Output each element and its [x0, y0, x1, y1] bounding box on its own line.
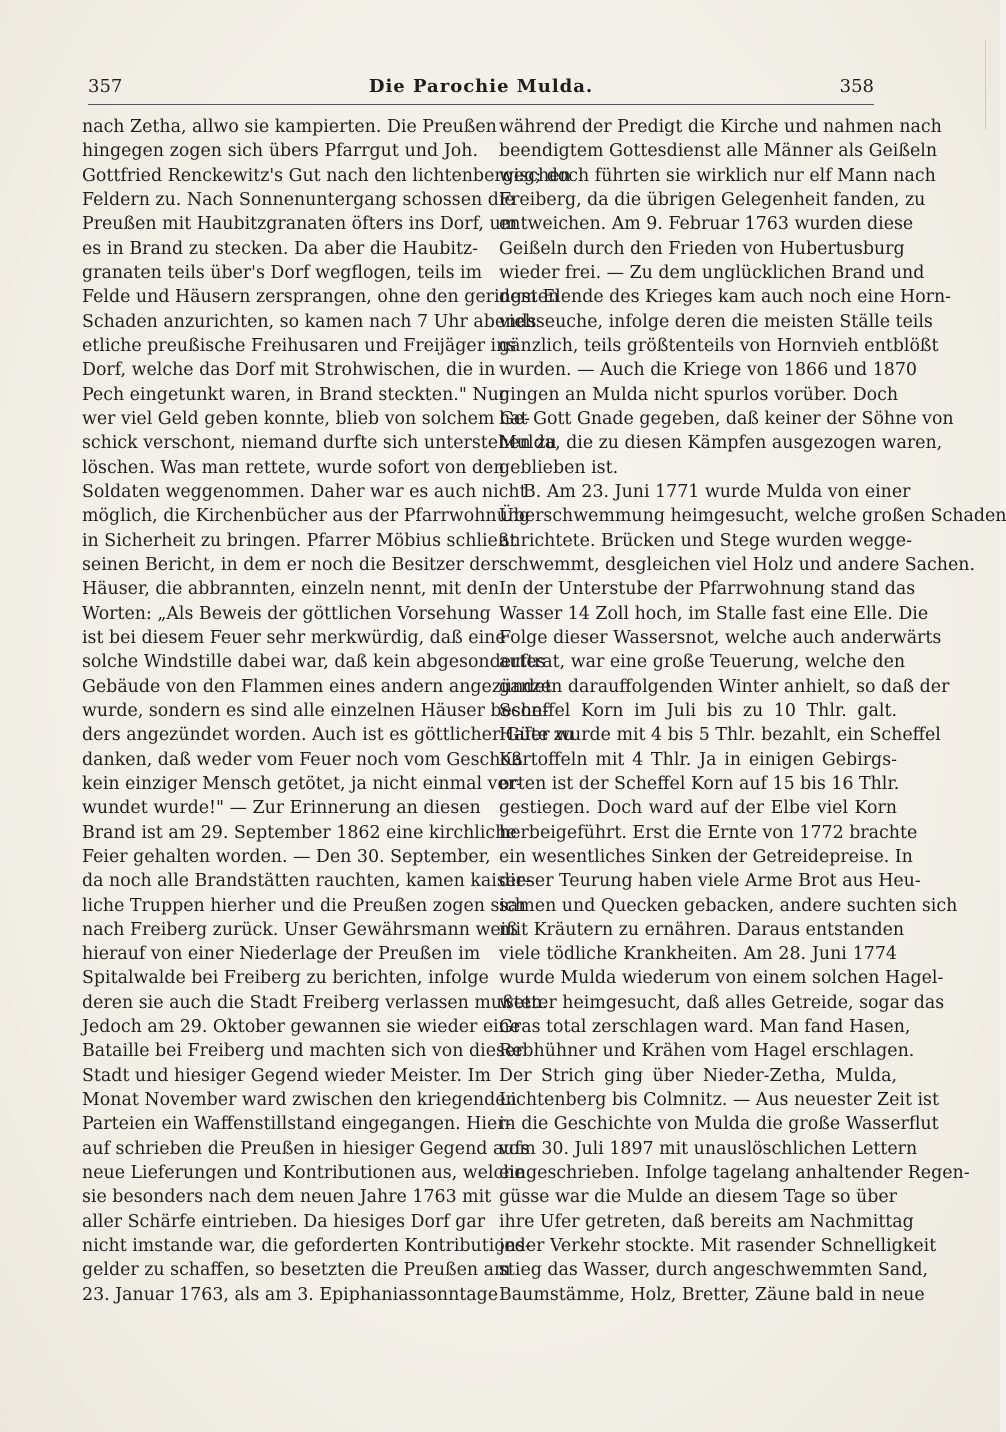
text-line: Gebäude von den Flammen eines andern angezündet	[82, 676, 552, 697]
text-line: während der Predigt die Kirche und nahmen nach	[499, 117, 942, 137]
text-line: viehseuche, infolge deren die meisten Ställe teils	[499, 311, 933, 332]
text-line: solche Windstille dabei war, daß kein abgesondertes	[82, 652, 546, 673]
running-title: Die Parochie Mulda.	[368, 76, 594, 97]
text-line: ist bei diesem Feuer sehr merkwürdig, daß eine	[82, 627, 506, 648]
text-line: Gras total zerschlagen ward. Man fand Hasen,	[499, 1017, 911, 1038]
text-line: da noch alle Brandstätten rauchten, kamen kaiser-	[82, 871, 531, 892]
text-line: wundet wurde!" — Zur Erinnerung an diesen	[82, 798, 481, 819]
text-line: orten ist der Scheffel Korn auf 15 bis 16 Thlr.	[499, 773, 900, 794]
text-line: beendigtem Gottesdienst alle Männer als Geißeln	[499, 141, 938, 162]
text-line: Überschwemmung heimgesucht, welche großen Schaden	[499, 506, 1006, 527]
text-line: Spitalwalde bei Freiberg zu berichten, infolge	[82, 968, 489, 989]
text-line: Dorf, welche das Dorf mit Strohwischen, die in	[82, 360, 496, 381]
text-line: Häuser, die abbrannten, einzeln nennt, mit den	[82, 579, 500, 600]
text-line: kein einziger Mensch getötet, ja nicht einmal ver-	[82, 773, 522, 794]
text-line: Pech eingetunkt waren, in Brand steckten." Nur	[82, 384, 508, 405]
text-line: sie besonders nach dem neuen Jahre 1763 mit	[82, 1187, 492, 1208]
text-line: Folge dieser Wassersnot, welche auch anderwärts	[499, 627, 942, 648]
text-line: samen und Quecken gebacken, andere suchten sich	[499, 895, 958, 916]
page-header	[88, 74, 874, 105]
text-line: wurden. — Auch die Kriege von 1866 und 1870	[499, 360, 917, 381]
text-line: Wasser 14 Zoll hoch, im Stalle fast eine Elle. Die	[499, 603, 929, 624]
text-line: auf schrieben die Preußen in hiesiger Gegend aufs	[82, 1138, 530, 1159]
text-line: ein wesentliches Sinken der Getreidepreise. In	[499, 846, 913, 867]
text-line: in die Geschichte von Mulda die große Wasserflut	[499, 1114, 939, 1135]
text-line: Parteien ein Waffenstillstand eingegangen. Hier-	[82, 1114, 512, 1135]
text-line: schwemmt, desgleichen viel Holz und andere Sachen.	[499, 554, 976, 575]
text-line: etliche preußische Freihusaren und Freijäger ins	[82, 335, 517, 356]
text-line: möglich, die Kirchenbücher aus der Pfarrwohnung	[82, 506, 531, 527]
text-line: gestiegen. Doch ward auf der Elbe viel Korn	[499, 798, 897, 819]
text-line: B. Am 23. Juni 1771 wurde Mulda von einer	[523, 481, 911, 502]
text-line: wer viel Geld geben konnte, blieb von solchem Ge-	[82, 408, 531, 429]
text-line: anrichtete. Brücken und Stege wurden wegge-	[499, 530, 912, 551]
text-line: nicht imstande war, die geforderten Kontributions-	[82, 1236, 531, 1257]
text-line: seinen Bericht, in dem er noch die Besitzer der	[82, 554, 500, 575]
text-line: 23. Januar 1763, als am 3. Epiphaniassonntage	[82, 1284, 499, 1305]
text-line: Gottfried Renckewitz's Gut nach den lichtenbergischen	[82, 165, 571, 186]
text-line: Mulda, die zu diesen Kämpfen ausgezogen waren,	[499, 433, 943, 454]
text-line: dieser Teurung haben viele Arme Brot aus Heu-	[499, 871, 921, 892]
text-line: Kartoffeln mit 4 Thlr. Ja in einigen Gebirgs-	[499, 749, 897, 770]
text-line: jeder Verkehr stockte. Mit rasender Schnelligkeit	[499, 1236, 937, 1257]
text-line: neue Lieferungen und Kontributionen aus, welche	[82, 1163, 525, 1184]
right-text-column	[499, 115, 1006, 1307]
text-line: granaten teils über's Dorf wegflogen, teils im	[82, 262, 483, 283]
text-line: Geißeln durch den Frieden von Hubertusburg	[499, 238, 905, 259]
text-line: gingen an Mulda nicht spurlos vorüber. Doch	[499, 384, 899, 405]
text-line: entweichen. Am 9. Februar 1763 wurden diese	[499, 214, 914, 235]
text-line: Feier gehalten worden. — Den 30. September,	[82, 846, 491, 867]
text-line: eingeschrieben. Infolge tagelang anhaltender Regen-	[499, 1163, 970, 1184]
text-line: deren sie auch die Stadt Freiberg verlassen mußten.	[82, 992, 548, 1013]
text-line: Jedoch am 29. Oktober gewannen sie wieder eine	[82, 1017, 521, 1038]
text-line: weg; doch führten sie wirklich nur elf Mann nach	[499, 165, 936, 186]
text-line: Feldern zu. Nach Sonnenuntergang schossen die	[82, 189, 515, 210]
text-line: danken, daß weder vom Feuer noch vom Geschoß	[82, 749, 523, 770]
text-line: hat Gott Gnade gegeben, daß keiner der Söhne von	[499, 408, 954, 429]
text-line: Lichtenberg bis Colmnitz. — Aus neuester Zeit ist	[499, 1090, 939, 1111]
text-line: wetter heimgesucht, daß alles Getreide, sogar das	[499, 992, 945, 1013]
text-line: hingegen zogen sich übers Pfarrgut und Joh.	[82, 141, 478, 162]
text-line: Freiberg, da die übrigen Gelegenheit fanden, zu	[499, 189, 926, 210]
page-number-right: 358	[839, 76, 874, 97]
text-line: Brand ist am 29. September 1862 eine kirchliche	[82, 822, 517, 843]
text-line: Stadt und hiesiger Gegend wieder Meister. Im	[82, 1065, 491, 1086]
text-line: gänzlich, teils größtenteils von Hornvieh entblößt	[499, 335, 939, 356]
text-line: Preußen mit Haubitzgranaten öfters ins Dorf, um	[82, 214, 518, 235]
text-line: ihre Ufer getreten, daß bereits am Nachmittag	[499, 1211, 914, 1232]
text-line: wurde Mulda wiederum von einem solchen Hagel-	[499, 968, 944, 989]
text-line: nach Freiberg zurück. Unser Gewährsmann weiß	[82, 919, 518, 940]
text-line: hierauf von einer Niederlage der Preußen im	[82, 944, 481, 965]
text-line: ganzen darauffolgenden Winter anhielt, so daß der	[499, 676, 950, 697]
text-line: Felde und Häusern zersprangen, ohne den geringsten	[82, 287, 560, 308]
text-line: Baumstämme, Holz, Bretter, Zäune bald in neue	[499, 1284, 925, 1305]
text-line: wurde, sondern es sind alle einzelnen Häuser beson-	[82, 700, 549, 721]
text-line: auftrat, war eine große Teuerung, welche den	[499, 652, 906, 673]
text-line: nach Zetha, allwo sie kampierten. Die Preußen	[82, 117, 497, 137]
text-line: gelder zu schaffen, so besetzten die Preußen am	[82, 1260, 511, 1281]
text-line: Schaden anzurichten, so kamen nach 7 Uhr abends	[82, 311, 537, 332]
text-line: löschen. Was man rettete, wurde sofort von den	[82, 457, 505, 478]
text-line: stieg das Wasser, durch angeschwemmten Sand,	[499, 1260, 928, 1281]
text-line: ders angezündet worden. Auch ist es göttlicher Güte zu	[82, 725, 575, 746]
text-line: schick verschont, niemand durfte sich unterstehen zu	[82, 433, 557, 454]
paper-edge-mark	[985, 40, 986, 130]
text-line: dem Elende des Krieges kam auch noch eine Horn-	[499, 287, 952, 308]
text-line: In der Unterstube der Pfarrwohnung stand das	[499, 579, 916, 600]
text-line: geblieben ist.	[499, 457, 619, 478]
text-line: aller Schärfe eintrieben. Da hiesiges Dorf gar	[82, 1211, 486, 1232]
text-line: Rebhühner und Krähen vom Hagel erschlagen.	[499, 1041, 915, 1062]
text-line: Bataille bei Freiberg und machten sich von dieser	[82, 1041, 524, 1062]
text-line: güsse war die Mulde an diesem Tage so über	[499, 1187, 897, 1208]
text-line: in Sicherheit zu bringen. Pfarrer Möbius schließt	[82, 530, 517, 551]
text-line: Scheffel Korn im Juli bis zu 10 Thlr. galt.	[499, 700, 897, 721]
page-number-left: 357	[88, 76, 123, 97]
text-line: Monat November ward zwischen den kriegenden	[82, 1090, 517, 1111]
text-line: wieder frei. — Zu dem unglücklichen Brand und	[499, 262, 925, 283]
text-line: Soldaten weggenommen. Daher war es auch nicht	[82, 481, 527, 502]
text-line: viele tödliche Krankheiten. Am 28. Juni 1774	[499, 944, 897, 965]
text-line: herbeigeführt. Erst die Ernte von 1772 brachte	[499, 822, 918, 843]
text-line: Worten: „Als Beweis der göttlichen Vorsehung	[82, 603, 491, 624]
text-line: liche Truppen hierher und die Preußen zogen sich	[82, 895, 526, 916]
text-line: Hafer wurde mit 4 bis 5 Thlr. bezahlt, ein Scheffel	[499, 725, 941, 746]
text-line: es in Brand zu stecken. Da aber die Haubitz-	[82, 238, 478, 259]
text-line: Der Strich ging über Nieder-Zetha, Mulda,	[499, 1065, 897, 1086]
text-line: vom 30. Juli 1897 mit unauslöschlichen Lettern	[499, 1138, 918, 1159]
text-line: mit Kräutern zu ernähren. Daraus entstanden	[499, 919, 905, 940]
